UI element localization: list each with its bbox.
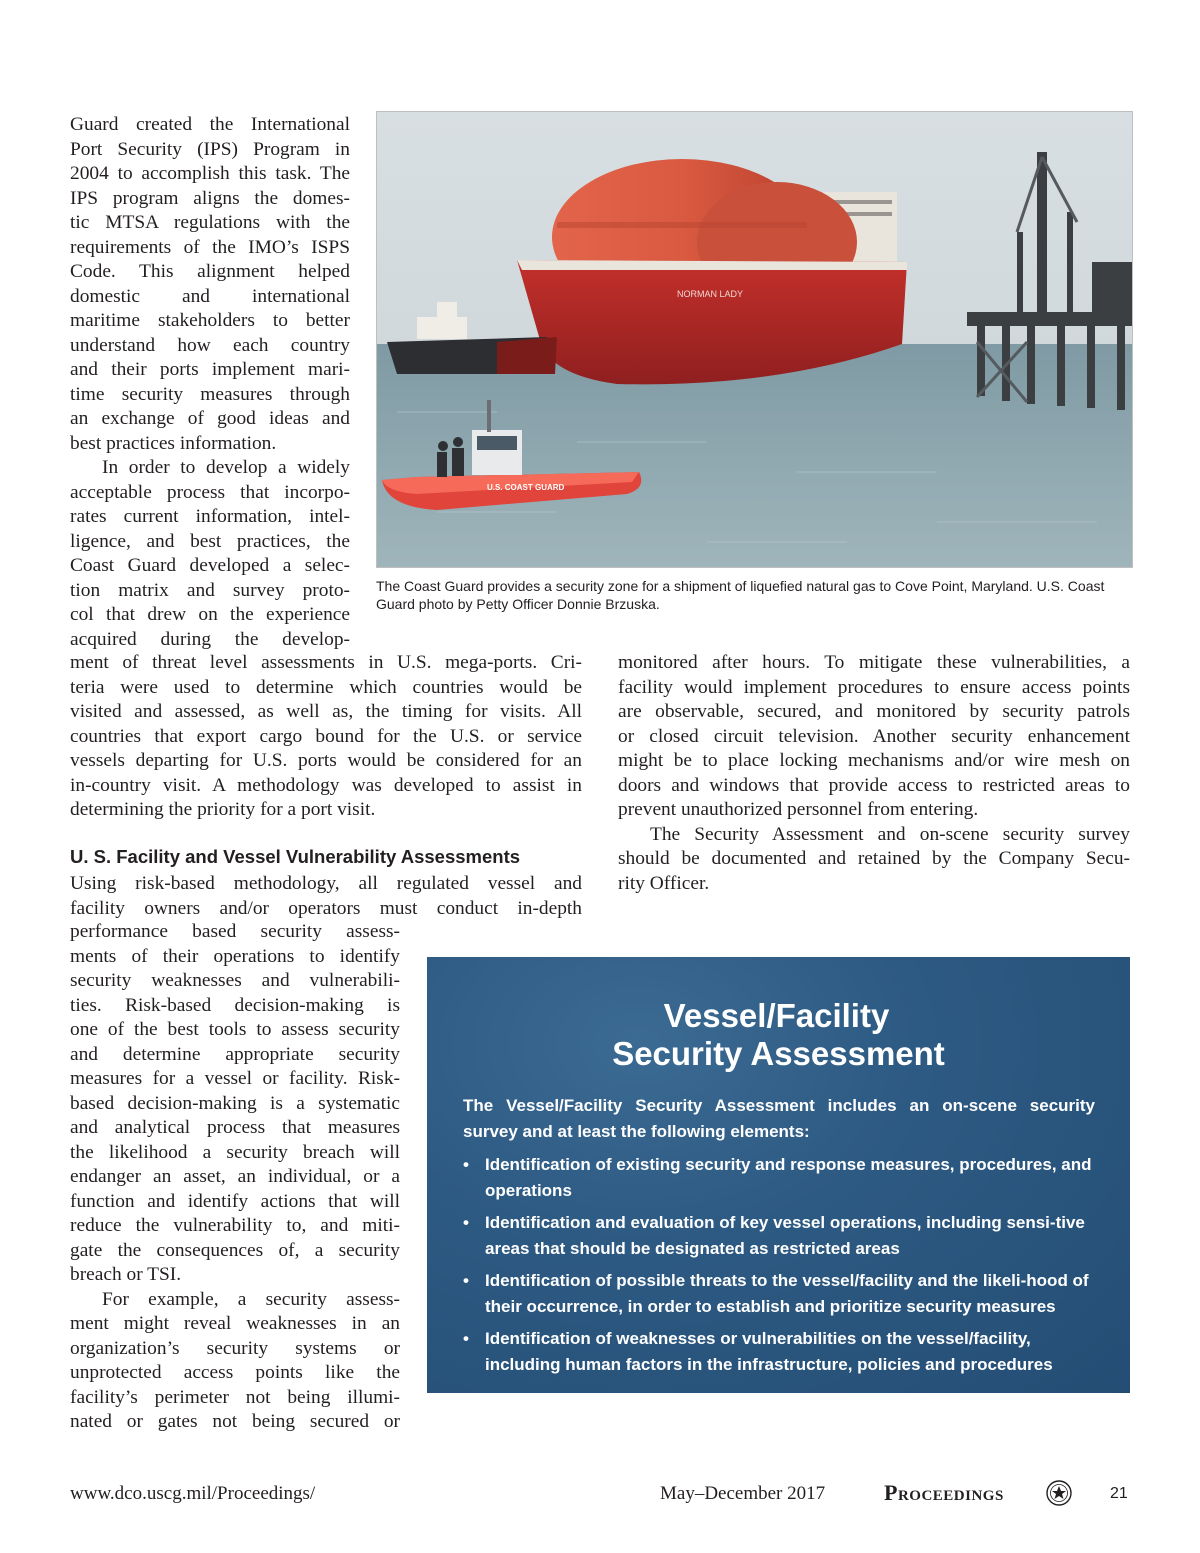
text-line: function and identify actions that will xyxy=(70,1190,400,1212)
text-line: doors and windows that provide access to restricted areas to xyxy=(618,774,1130,796)
text-line: reduce the vulnerability to, and miti- xyxy=(70,1215,400,1236)
ship-name-text: NORMAN LADY xyxy=(677,289,744,299)
text-line: ties. Risk-based decision-making is xyxy=(70,994,400,1016)
footer-magazine-title: Proceedings xyxy=(884,1480,1004,1505)
text-line: endanger an asset, an individual, or a xyxy=(70,1166,400,1187)
text-line: Port Security (IPS) Program in xyxy=(70,138,350,160)
text-line: facility’s perimeter not being illumi- xyxy=(70,1386,400,1408)
sidebar-intro: The Vessel/Facility Security Assessment includes an on-scene security survey and at least the following elements: xyxy=(463,1096,1095,1141)
text-line: 2004 to accomplish this task. The xyxy=(70,163,350,184)
sidebar-title xyxy=(427,997,1130,1073)
sidebar-list-item: • Identification of existing security and response measures, procedures, and operations xyxy=(463,1152,1103,1204)
wide-column xyxy=(70,651,582,823)
narrow-column xyxy=(70,920,400,1435)
text-line: ligence, and best practices, the xyxy=(70,530,350,552)
text-line: requirements of the IMO’s ISPS xyxy=(70,236,350,258)
section-heading: U. S. Facility and Vessel Vulnerability Assessments xyxy=(70,846,521,867)
text-line: understand how each country xyxy=(70,334,350,356)
text-line: Coast Guard developed a selec- xyxy=(70,555,350,576)
text-line: rates current information, intel- xyxy=(70,506,350,527)
text-line: one of the best tools to assess security xyxy=(70,1019,400,1040)
text-line: ment might reveal weaknesses in an xyxy=(70,1313,400,1334)
text-line: breach or TSI. xyxy=(70,1264,182,1285)
text-line: maritime stakeholders to better xyxy=(70,310,350,331)
text-line: tion matrix and survey proto- xyxy=(70,579,350,601)
text-line: organization’s security systems or xyxy=(70,1337,400,1359)
text-line: unprotected access points like the xyxy=(70,1362,400,1383)
text-line: nated or gates not being secured or xyxy=(70,1411,400,1432)
text-line: countries that export cargo bound for the U.S. or service xyxy=(70,725,582,747)
sidebar-list-item: • Identification and evaluation of key vessel operations, including sensi-tive areas that should be designated as restricted areas xyxy=(463,1210,1103,1262)
text-line: performance based security assess- xyxy=(70,921,400,942)
text-line: time security measures through xyxy=(70,383,350,405)
sidebar-list-item: • Identification of weaknesses or vulnerabilities on the vessel/facility, including human factors in the infrastructure, policies and procedures xyxy=(463,1326,1103,1378)
text-line: facility would implement procedures to ensure access points xyxy=(618,676,1130,698)
text-line: Code. This alignment helped xyxy=(70,261,350,282)
text-line: For example, a security assess- xyxy=(102,1288,400,1310)
text-line: col that drew on the experience xyxy=(70,604,350,625)
text-line: an exchange of good ideas and xyxy=(70,408,350,429)
sidebar-list xyxy=(463,1152,1103,1384)
photo-caption: The Coast Guard provides a security zone for a shipment of liquefied natural gas to Cove Point, Maryland. U.S. Coast Guard photo by Petty Officer Donnie Brzuska. xyxy=(376,578,1105,612)
text-line: acquired during the develop- xyxy=(70,628,350,650)
page-number: 21 xyxy=(1110,1485,1128,1502)
sidebar-title-line-1: Vessel/Facility xyxy=(663,997,890,1034)
right-column xyxy=(618,651,1130,896)
boat-text: U.S. COAST GUARD xyxy=(487,483,565,492)
text-line: In order to develop a widely xyxy=(102,457,350,478)
text-line: and determine appropriate security xyxy=(70,1043,400,1065)
text-line: ment of threat level assessments in U.S. mega-ports. Cri- xyxy=(70,652,582,673)
text-line: security weaknesses and vulnerabili- xyxy=(70,970,400,991)
text-line: IPS program aligns the domes- xyxy=(70,187,350,209)
text-line: visited and assessed, as well as, the timing for visits. All xyxy=(70,701,582,722)
text-line: gate the consequences of, a security xyxy=(70,1239,400,1261)
security-assessment-sidebar xyxy=(427,957,1130,1393)
text-line: the likelihood a security breach will xyxy=(70,1141,400,1163)
text-line: should be documented and retained by the Company Secu- xyxy=(618,848,1130,869)
text-line: are observable, secured, and monitored by security patrols xyxy=(618,701,1130,722)
text-line: in-country visit. A methodology was developed to assist in xyxy=(70,774,582,796)
text-line: teria were used to determine which countries would be xyxy=(70,676,582,698)
text-line: or closed circuit television. Another security enhancement xyxy=(618,725,1130,747)
text-line: ments of their operations to identify xyxy=(70,945,400,967)
text-line: rity Officer. xyxy=(618,872,710,894)
text-line: and analytical process that measures xyxy=(70,1117,400,1138)
text-line: Using risk-based methodology, all regulated vessel and xyxy=(70,873,582,894)
text-line: facility owners and/or operators must conduct in-depth xyxy=(70,897,582,919)
text-line: vessels departing for U.S. ports would be considered for an xyxy=(70,750,582,771)
sidebar-list-item: • Identification of possible threats to the vessel/facility and the likeli-hood of their occurrence, in order to establish and prioritize security measures xyxy=(463,1268,1103,1320)
photo-illustration xyxy=(377,112,1132,567)
text-line: best practices information. xyxy=(70,432,277,454)
text-line: tic MTSA regulations with the xyxy=(70,212,350,233)
text-line: measures for a vessel or facility. Risk- xyxy=(70,1068,400,1089)
text-line: based decision-making is a systematic xyxy=(70,1092,400,1114)
wide-column-continued xyxy=(70,872,582,921)
text-line: acceptable process that incorpo- xyxy=(70,481,350,503)
text-line: prevent unauthorized personnel from entering. xyxy=(618,799,979,820)
footer-url-link[interactable]: www.dco.uscg.mil/Proceedings/ xyxy=(70,1483,316,1504)
sidebar-title-line-2: Security Assessment xyxy=(612,1035,945,1072)
intro-column xyxy=(70,113,350,652)
footer-date: May–December 2017 xyxy=(660,1483,826,1504)
text-line: might be to place locking mechanisms and/or wire mesh on xyxy=(618,750,1130,771)
text-line: Guard created the International xyxy=(70,114,350,135)
text-line: domestic and international xyxy=(70,285,350,307)
lng-ship-photo xyxy=(376,111,1133,568)
text-line: determining the priority for a port visit. xyxy=(70,799,376,820)
text-line: The Security Assessment and on-scene security survey xyxy=(650,823,1130,845)
text-line: monitored after hours. To mitigate these vulnerabilities, a xyxy=(618,652,1130,673)
text-line: and their ports implement mari- xyxy=(70,359,350,380)
uscg-seal-icon xyxy=(1046,1480,1072,1506)
